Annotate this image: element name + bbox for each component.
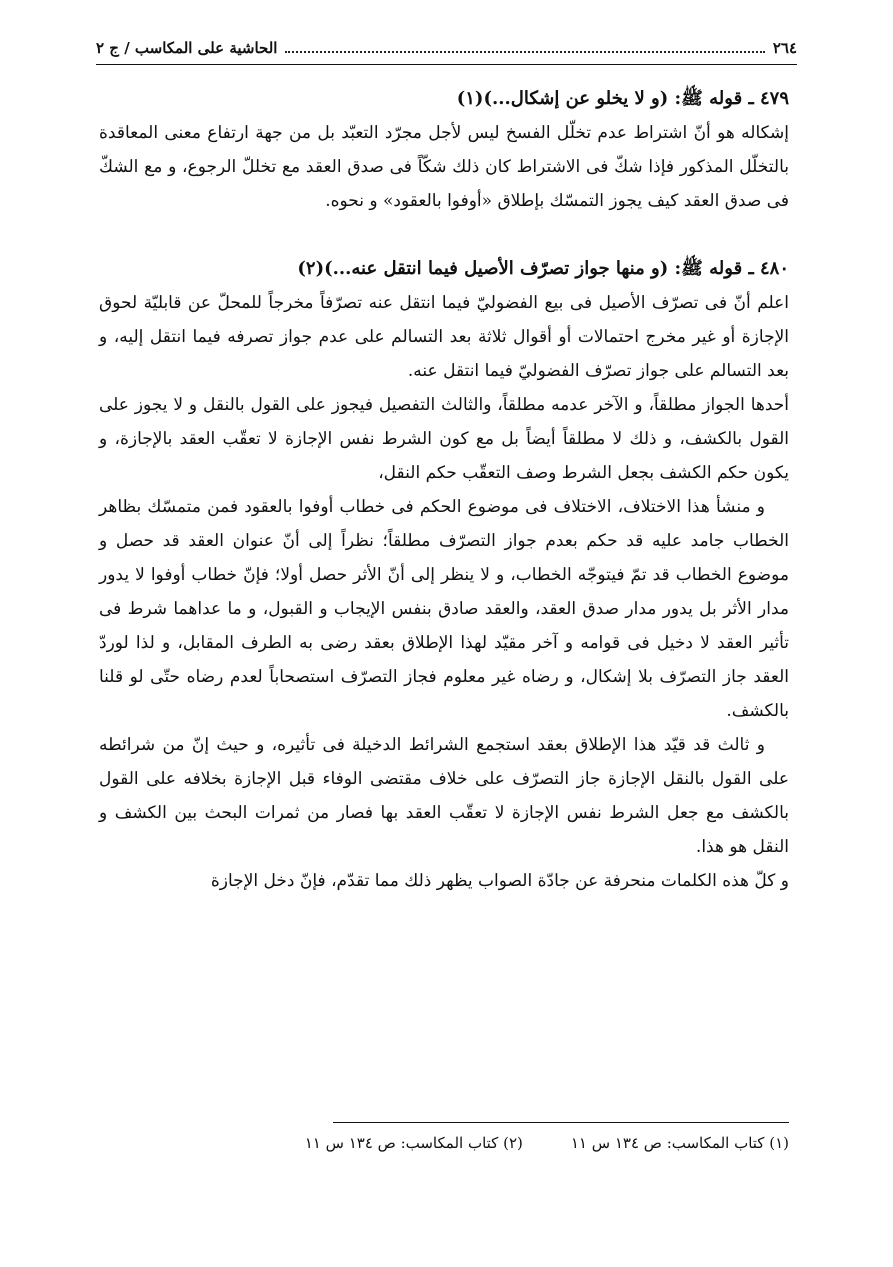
section-heading-480: ٤٨٠ ـ قوله ﷺ: (و منها جواز تصرّف الأصيل فيما انتقل عنه...)(٢) [297, 258, 789, 279]
paragraph-480-2: أحدها الجواز مطلقاً، و الآخر عدمه مطلقاً، والثالث التفصيل فيجوز على القول بالنقل و لا يجوز على القول بالكشف، و ذلك لا مطلقاً أيضاً بل مع كون الشرط نفس الإجازة لا تعقّب العقد بالإجازة، و يكون حكم الكشف بجعل الشرط وصف التعقّب حكم النقل، [99, 395, 790, 483]
page-body [99, 82, 789, 898]
header-rule [96, 64, 797, 65]
page-number: ٢٦٤ [772, 39, 797, 57]
paragraph-480-5: و كلّ هذه الكلمات منحرفة عن جادّة الصواب يظهر ذلك مما تقدّم، فإنّ دخل الإجازة [210, 871, 789, 891]
paragraph-480-4: و ثالث قد قيّد هذا الإطلاق بعقد استجمع الشرائط الدخيلة فى تأثيره، و حيث إنّ من شرائطه على القول بالنقل الإجازة جاز التصرّف على خلاف مقتضى الوفاء قبل الإجازة بخلافه على القول بالكشف مع جعل الشرط نفس الإجازة لا تعقّب العقد بها فصار من ثمرات البحث بين الكشف و النقل هو هذا. [99, 735, 789, 857]
section-spacer [99, 218, 789, 252]
running-header [96, 34, 797, 62]
section-heading-479: ٤٧٩ ـ قوله ﷺ: (و لا يخلو عن إشكال...)(١) [456, 88, 789, 109]
footnotes [169, 1134, 789, 1152]
footnote-rule [333, 1122, 789, 1123]
paragraph-480-3: و منشأ هذا الاختلاف، الاختلاف فى موضوع الحكم فى خطاب أوفوا بالعقود فمن متمسّك بظاهر الخطاب جامد عليه قد حكم بعدم جواز التصرّف مطلقاً؛ نظراً إلى أنّ عنوان العقد قد حصل و موضوع الخطاب قد تمّ فيتوجّه الخطاب، و لا ينظر إلى أنّ الأثر حصل أولا؛ فإنّ خطاب أوفوا لا يدور مدار الأثر بل يدور مدار صدق العقد، والعقد صادق بنفس الإيجاب و القبول، و ما عداهما شرط فى تأثير العقد لا دخيل فى قوامه و آخر مقيّد لهذا الإطلاق بعقد رضى به الطرف المقابل، و لذا لوردّ العقد جاز التصرّف بلا إشكال، و رضاه غير معلوم فجاز التصرّف استصحاباً لعدم رضاه حتّى لو قلنا بالكشف. [99, 497, 789, 721]
header-title: الحاشية على المكاسب / ج ٢ [96, 39, 278, 57]
footnote-2: (٢) كتاب المكاسب: ص ١٣٤ س ١١ [304, 1134, 523, 1152]
header-dot-leader [285, 51, 764, 53]
footnote-1: (١) كتاب المكاسب: ص ١٣٤ س ١١ [570, 1134, 789, 1152]
paragraph-479-1: إشكاله هو أنّ اشتراط عدم تخلّل الفسخ ليس لأجل مجرّد التعبّد بل من جهة ارتفاع معنى المعاقدة بالتخلّل المذكور فإذا شكّ فى الاشتراط كان ذلك شكّاً فى صدق العقد مع تخللّ الرجوع، و مع الشكّ فى صدق العقد كيف يجوز التمسّك بإطلاق «أوفوا بالعقود» و نحوه. [99, 123, 789, 211]
paragraph-480-1: اعلم أنّ فى تصرّف الأصيل فى بيع الفضوليّ فيما انتقل عنه تصرّفاً مخرجاً للمحلّ عن قابليّة لحوق الإجازة أو غير مخرج احتمالات أو أقوال ثلاثة بعد التسالم على عدم جواز تصرفه فيما انتقل إليه، و بعد التسالم على جواز تصرّف الفضوليّ فيما انتقل عنه. [99, 293, 789, 381]
